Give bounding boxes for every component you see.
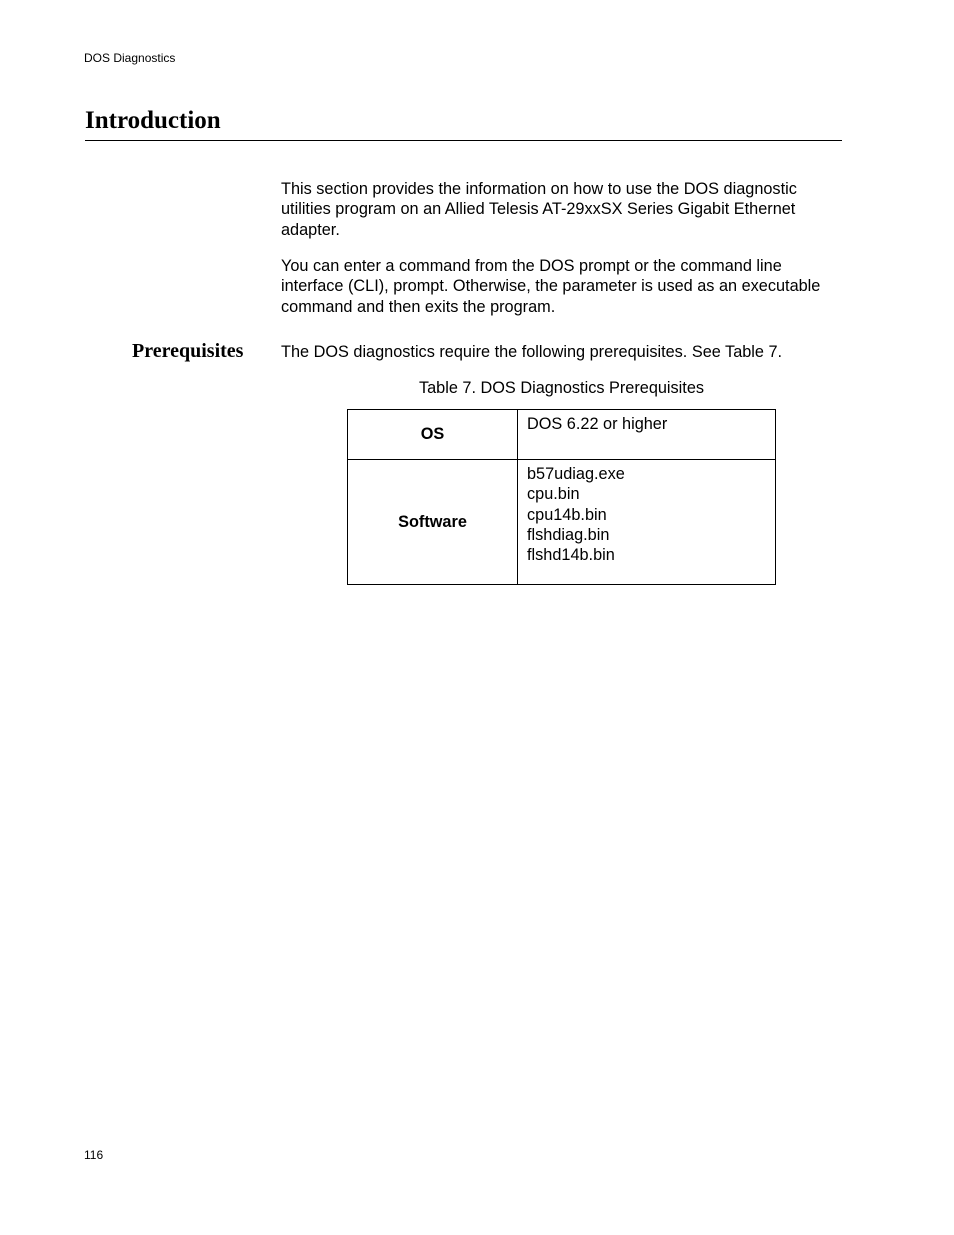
page-number: 116 (84, 1148, 104, 1162)
running-header: DOS Diagnostics (84, 51, 176, 65)
prerequisites-table (347, 409, 776, 585)
table-value-line: b57udiag.exe (527, 465, 625, 483)
table-row (348, 410, 776, 460)
table-caption: Table 7. DOS Diagnostics Prerequisites (418, 379, 705, 397)
table-value-line: flshdiag.bin (527, 525, 610, 544)
table-value-line: cpu.bin (527, 485, 580, 504)
table-value-cell (518, 410, 776, 460)
table-value-line: flshd14b.bin (527, 546, 615, 565)
table-key-cell: Software (348, 460, 518, 585)
prerequisites-heading: Prerequisites (132, 340, 244, 362)
prerequisites-paragraph: The DOS diagnostics require the following prerequisites. See Table 7. (281, 343, 783, 361)
table-value-line: cpu14b.bin (527, 505, 607, 524)
section-title: Introduction (85, 107, 221, 134)
section-divider (85, 140, 842, 141)
table-value-cell (518, 460, 776, 585)
intro-paragraph-2: You can enter a command from the DOS prompt or the command line interface (CLI), prompt. Otherwise, the parameter is used as an executable command and then exits the program. (281, 257, 821, 316)
table-row (348, 460, 776, 585)
table-value-line: DOS 6.22 or higher (527, 415, 668, 433)
intro-paragraph-1: This section provides the information on how to use the DOS diagnostic utilities program on an Allied Telesis AT-29xxSX Series Gigabit Ethernet adapter. (281, 180, 797, 239)
table-key-cell: OS (348, 410, 518, 460)
